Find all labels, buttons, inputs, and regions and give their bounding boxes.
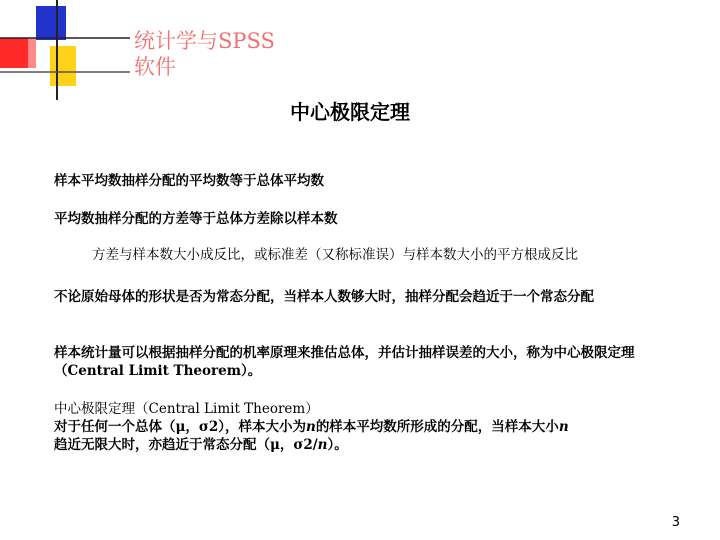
clt-definition-block: [54, 400, 674, 454]
slide-title: 中心极限定理: [290, 100, 410, 124]
bullet-text-3: 不论原始母体的形状是否为常态分配，当样本人数够大时，抽样分配会趋近于一个常态分配: [54, 289, 594, 305]
clt-text-d: ）。: [327, 437, 348, 453]
clt-text-a: 对于任何一个总体（μ，σ2），样本大小为: [54, 419, 306, 435]
slide-logo-graphic: [0, 0, 130, 100]
sub-bullet-text: 方差与样本数大小成反比，或标准差（又称标准误）与样本数大小的平方根成反比: [92, 247, 578, 263]
bullet-text-1: 样本平均数抽样分配的平均数等于总体平均数: [54, 173, 324, 189]
clt-definition-line3: [54, 436, 674, 454]
logo-red-square: [0, 38, 28, 68]
clt-n-symbol: n: [305, 419, 316, 435]
course-title-line1: 统计学与SPSS: [134, 29, 275, 53]
course-title: [134, 28, 275, 80]
clt-text-b: 的样本平均数所形成的分配，当样本大小: [315, 419, 559, 435]
logo-blue-square: [36, 6, 66, 40]
clt-text-c: 趋近无限大时，亦趋近于常态分配（μ，σ2/: [54, 437, 318, 453]
logo-yellow-square: [50, 46, 76, 86]
clt-n-symbol-3: n: [317, 437, 328, 453]
logo-pink-strip: [28, 38, 36, 68]
course-title-line2: 软件: [134, 55, 176, 79]
bullet-text-2: 平均数抽样分配的方差等于总体方差除以样本数: [54, 211, 338, 227]
clt-definition-line2: [54, 418, 674, 436]
clt-n-symbol-2: n: [558, 419, 569, 435]
bullet-text-4: 样本统计量可以根据抽样分配的机率原理来推估总体，并估计抽样误差的大小，称为中心极限定理（Central Limit Theorem）。: [54, 345, 635, 379]
page-number: 3: [671, 515, 680, 530]
clt-definition-heading: 中心极限定理（Central Limit Theorem）: [54, 401, 319, 417]
